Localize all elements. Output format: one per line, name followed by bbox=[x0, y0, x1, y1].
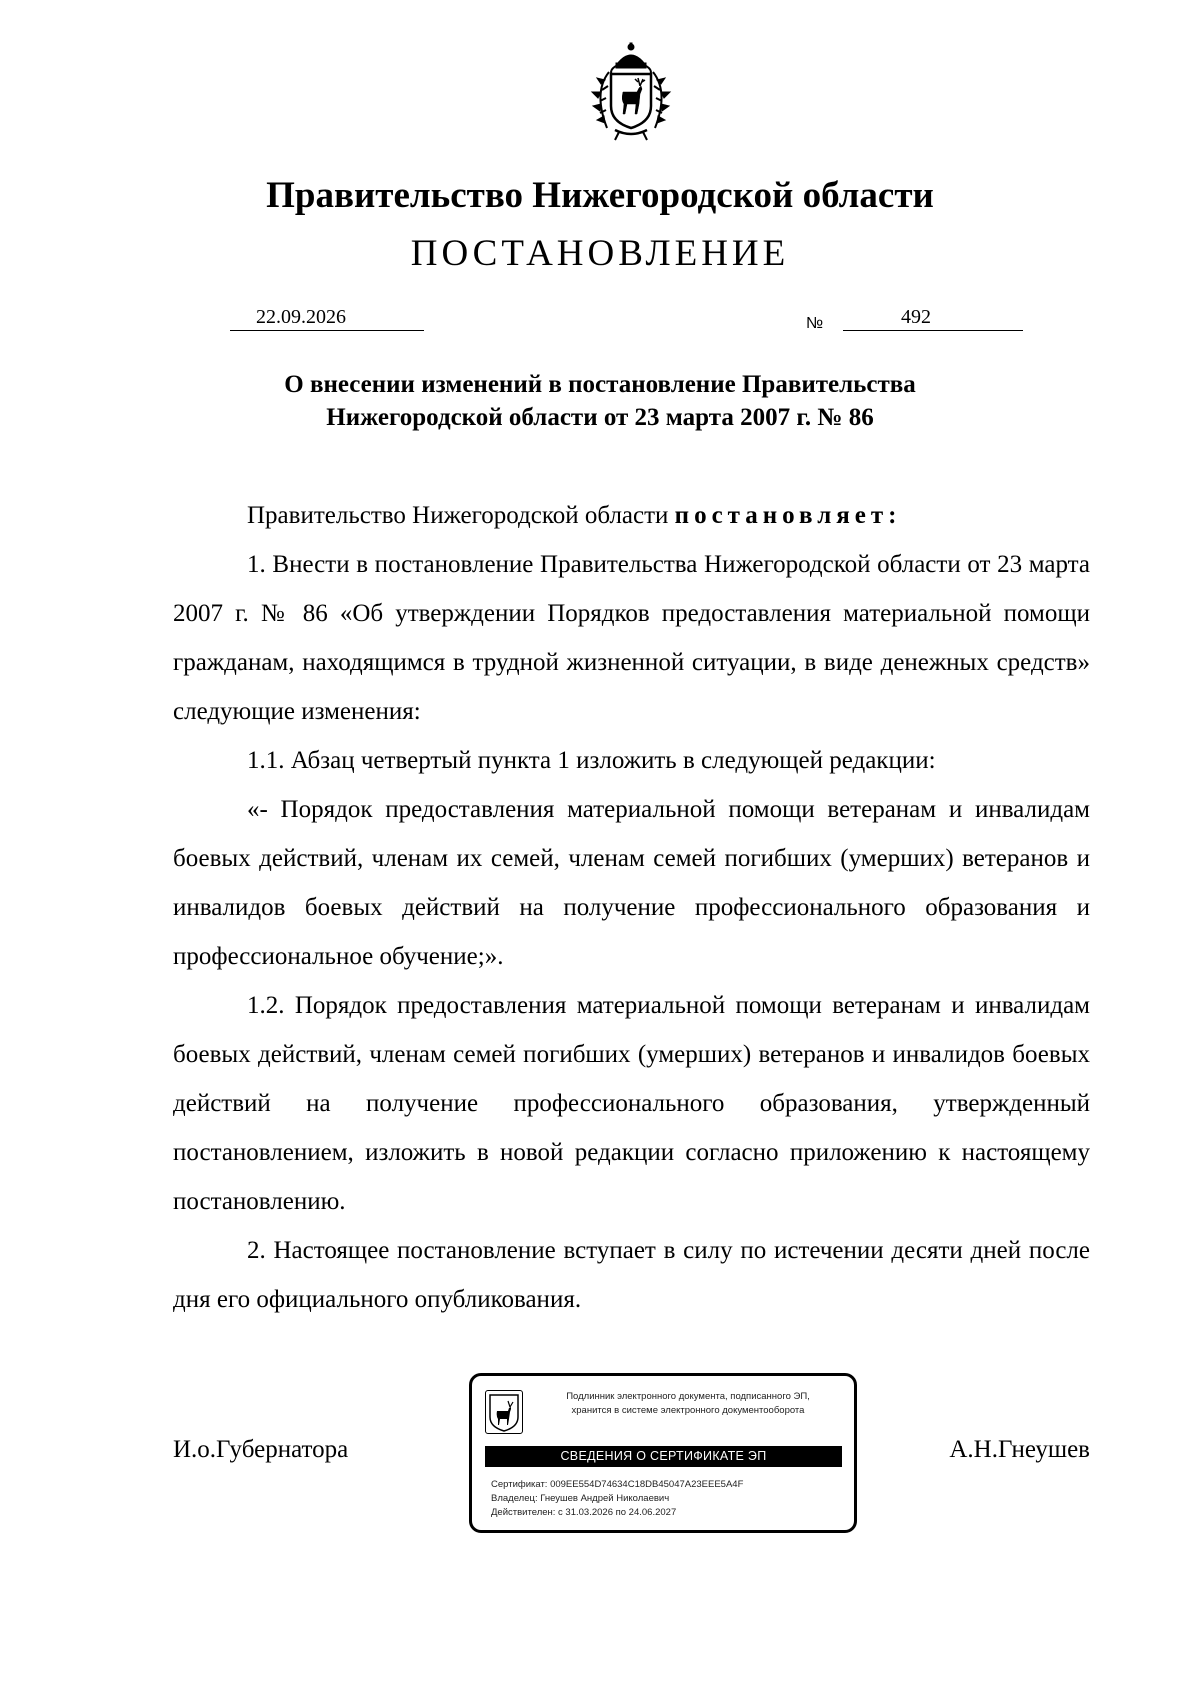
certificate-id: Сертификат: 009EE554D74634C18DB45047A23EEE5A4F bbox=[491, 1479, 744, 1490]
certificate-info bbox=[491, 1478, 743, 1520]
item-1-1-quote: «- Порядок предоставления материальной помощи ветеранам и инвалидам боевых действий, членам их семей, членам семей погибших (умерших) ветеранов и инвалидов боевых действий на получение профессионального образования и профессиональное обучение;». bbox=[173, 796, 1090, 970]
item-2: 2. Настоящее постановление вступает в силу по истечении десяти дней после дня его официального опубликования. bbox=[173, 1237, 1090, 1313]
preamble-decree: постановляет: bbox=[674, 502, 902, 529]
document-date: 22.09.2026 bbox=[256, 306, 346, 328]
stamp-title: СВЕДЕНИЯ О СЕРТИФИКАТЕ ЭП bbox=[485, 1446, 842, 1467]
signatory-position: И.о.Губернатора bbox=[173, 1436, 349, 1463]
subject-line-2: Нижегородской области от 23 марта 2007 г. № 86 bbox=[326, 404, 874, 431]
deer-emblem-icon bbox=[485, 1390, 523, 1434]
electronic-signature-stamp bbox=[469, 1373, 857, 1533]
preamble-text: Правительство Нижегородской области bbox=[247, 502, 675, 529]
document-number: 492 bbox=[901, 306, 931, 328]
stamp-note bbox=[528, 1390, 848, 1418]
certificate-owner: Владелец: Гнеушев Андрей Николаевич bbox=[491, 1493, 670, 1504]
stamp-note-line-2: хранится в системе электронного документооборота bbox=[571, 1405, 805, 1416]
organization-title: Правительство Нижегородской области bbox=[266, 175, 934, 216]
number-sign: № bbox=[806, 315, 824, 332]
preamble bbox=[173, 491, 1090, 540]
subject-line-1: О внесении изменений в постановление Правительства bbox=[284, 371, 916, 398]
signatory-name: А.Н.Гнеушев bbox=[949, 1436, 1090, 1463]
item-1-1: 1.1. Абзац четвертый пункта 1 изложить в следующей редакции: bbox=[247, 747, 936, 774]
document-body bbox=[173, 491, 1090, 1324]
date-underline bbox=[230, 330, 424, 331]
document-kind: ПОСТАНОВЛЕНИЕ bbox=[410, 233, 790, 274]
item-1-2: 1.2. Порядок предоставления материальной помощи ветеранам и инвалидам боевых действий, членам семей погибших (умерших) ветеранов и инвалидов боевых действий на получение профессионального образования, утвержденный постановлением, изложить в новой редакции согласно приложению к настоящему постановлению. bbox=[173, 992, 1090, 1215]
stamp-note-line-1: Подлинник электронного документа, подписанного ЭП, bbox=[566, 1391, 810, 1402]
document-subject bbox=[0, 368, 1200, 434]
item-1: 1. Внести в постановление Правительства Нижегородской области от 23 марта 2007 г. № 86 «Об утверждении Порядков предоставления материальной помощи гражданам, находящимся в трудной жизненной ситуации, в виде денежных средств» следующие изменения: bbox=[173, 551, 1090, 725]
number-underline bbox=[843, 330, 1023, 331]
coat-of-arms-icon bbox=[579, 42, 683, 142]
certificate-validity: Действителен: с 31.03.2026 по 24.06.2027 bbox=[491, 1507, 677, 1518]
